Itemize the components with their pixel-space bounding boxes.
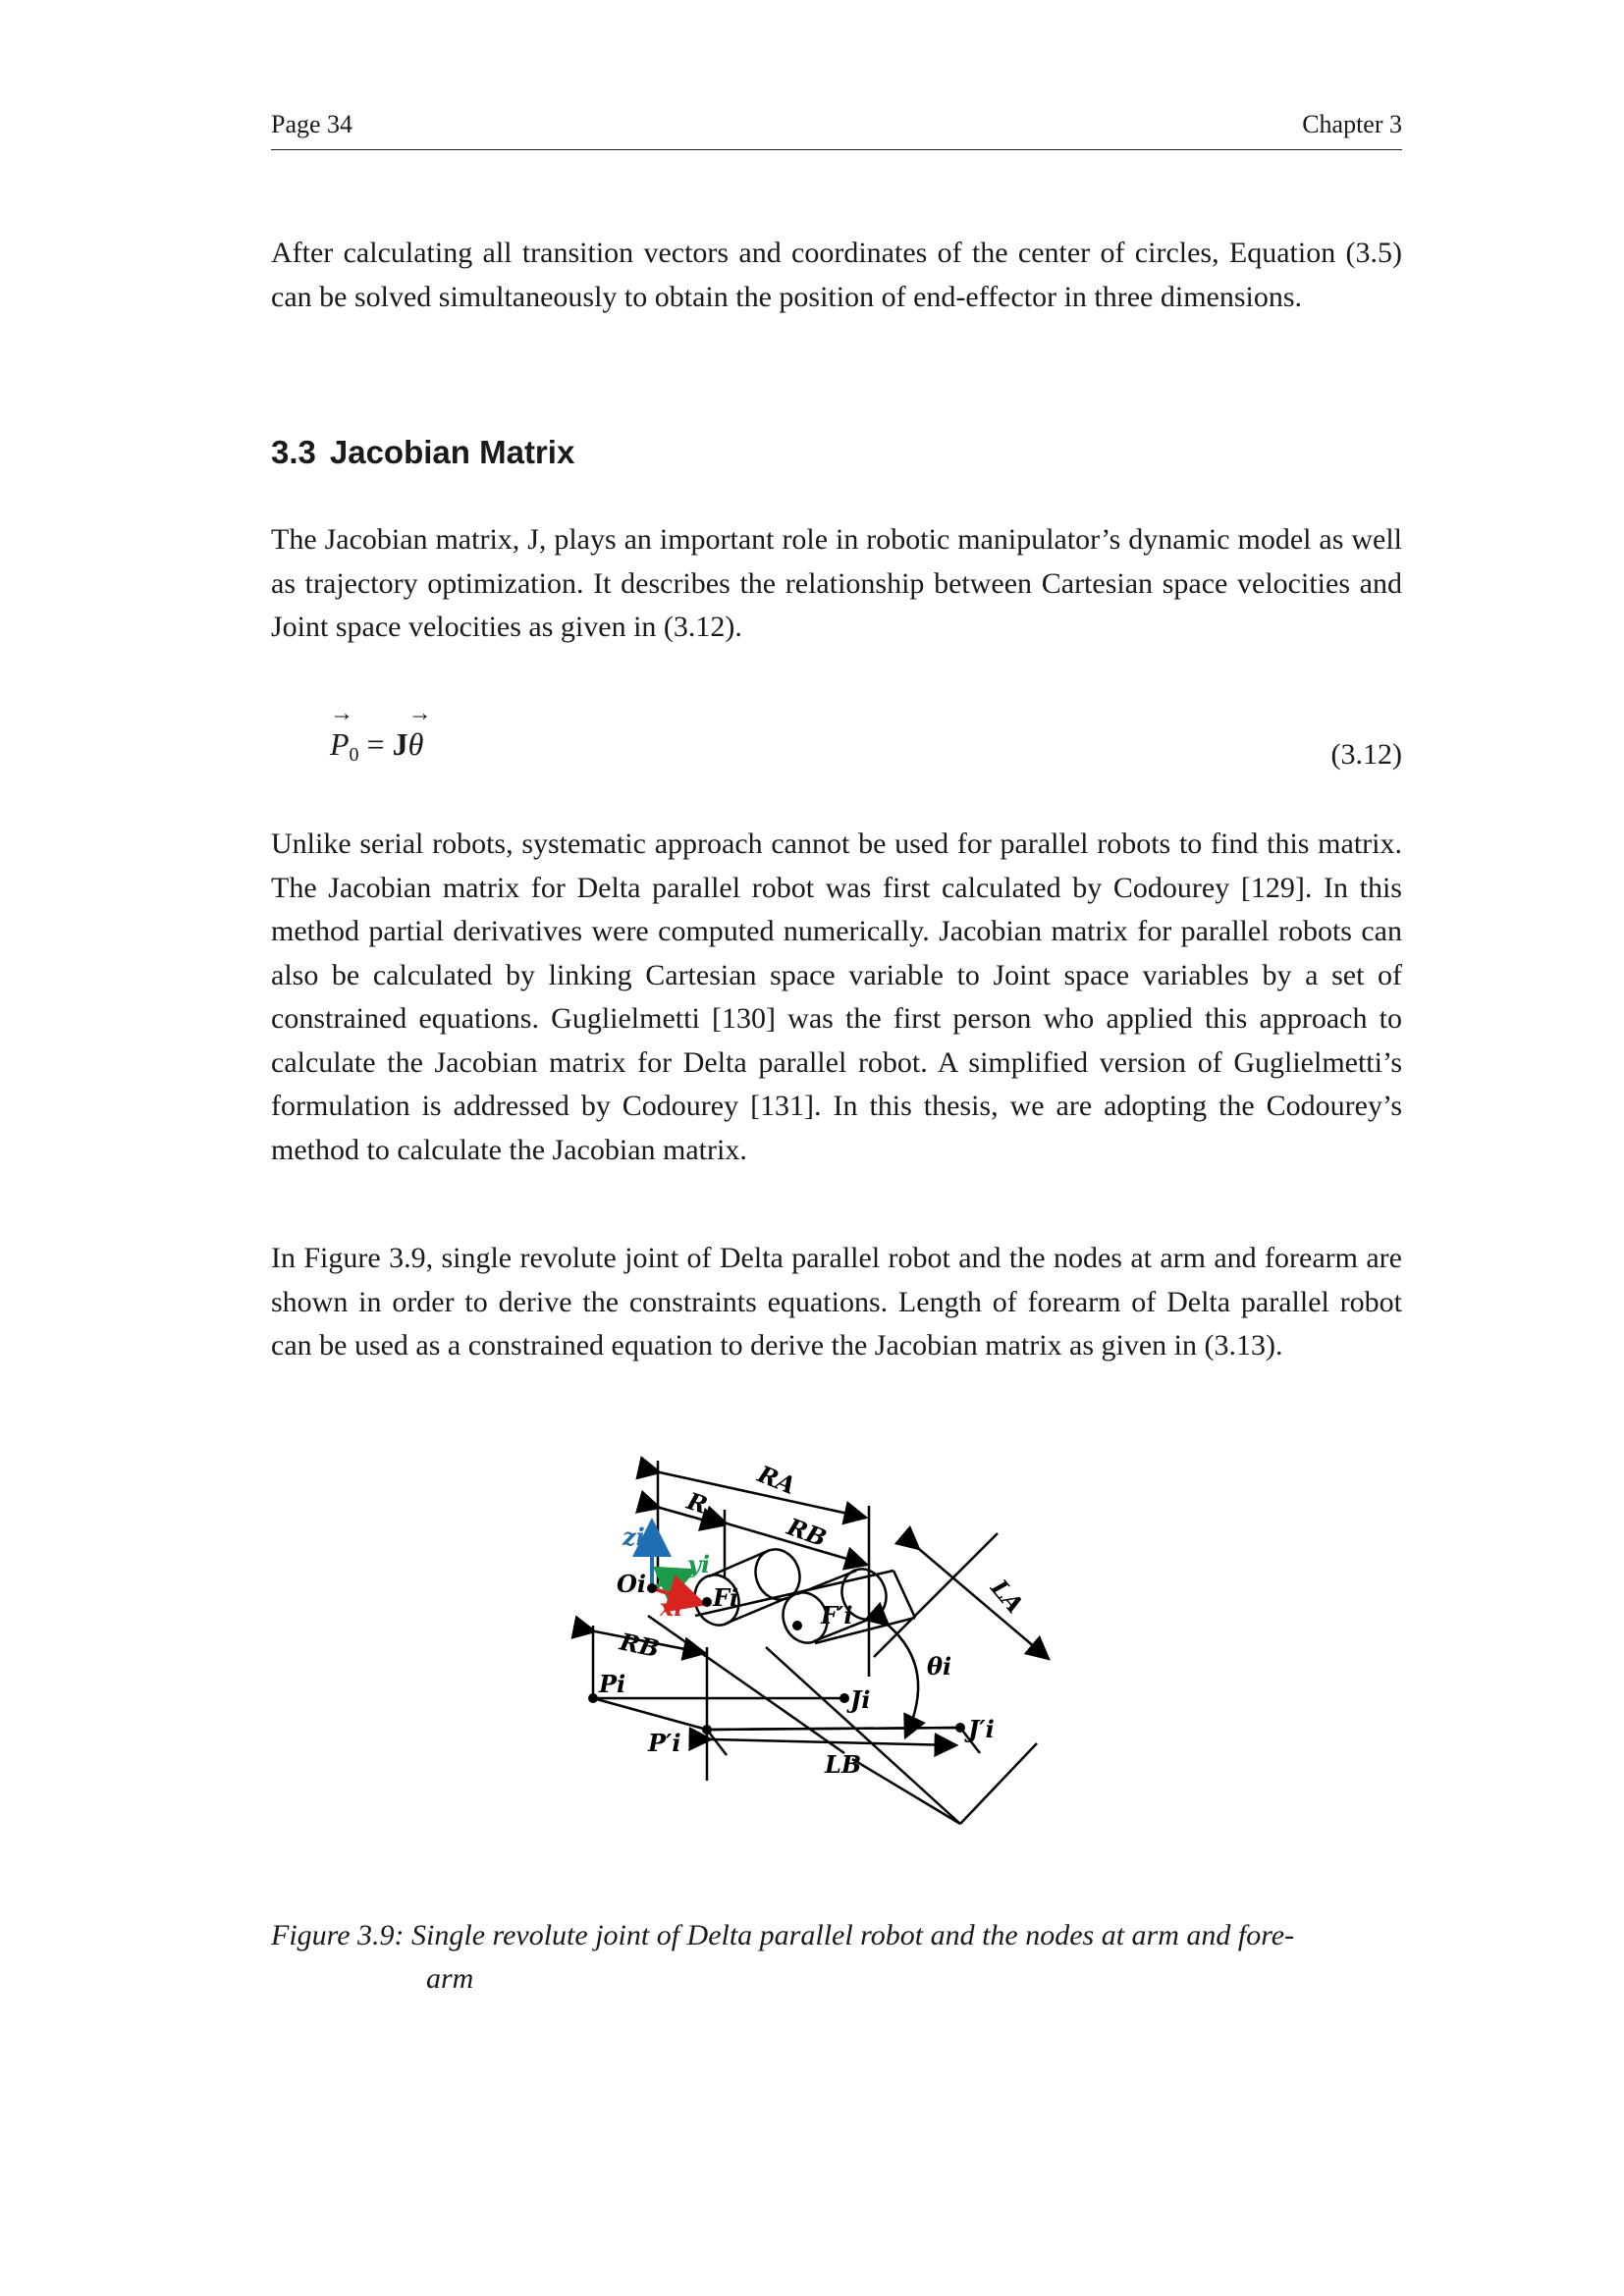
- jacobian-symbol: J: [392, 726, 408, 762]
- paragraph-figure-ref: In Figure 3.9, single revolute joint of Delta parallel robot and the nodes at arm and forearm are shown in order to derive the constraints equations. Length of forearm of Delta parallel robot can be used as a constrained equation to derive the Jacobian matrix as given in (3.13).: [271, 1242, 1402, 1362]
- jacobian-paragraph: The Jacobian matrix, J, plays an important role in robotic manipulator’s dynamic model as well as trajectory optimization. It describes the relationship between Cartesian space velocities and Joint space velocities as given in (3.12).: [271, 523, 1402, 643]
- page-number: Page 34: [271, 110, 353, 138]
- node-pi: [588, 1693, 598, 1703]
- vector-arrow-icon: →: [330, 701, 353, 726]
- label-theta: θi: [927, 1652, 952, 1681]
- caption-text-continued: arm: [426, 1962, 474, 1995]
- label-lb: LB: [825, 1750, 862, 1779]
- revolute-joint-diagram: [550, 1451, 1119, 1902]
- section-number: 3.3: [271, 434, 316, 470]
- figure-3-9: [550, 1451, 1119, 1902]
- label-oi: Oi: [617, 1570, 647, 1598]
- label-xi: xi: [660, 1593, 683, 1622]
- figure-caption: [271, 1914, 1402, 2001]
- label-yi: yi: [687, 1550, 711, 1578]
- node-jpi: [955, 1723, 965, 1733]
- label-fpi: F′i: [821, 1601, 853, 1629]
- equation-3-12: → $P_0 = J$ → θ: [330, 701, 432, 766]
- label-zi: zi: [623, 1522, 645, 1551]
- label-la: LA: [985, 1574, 1030, 1620]
- equation-number: (3.12): [1330, 738, 1402, 771]
- paragraph-codourey: Unlike serial robots, systematic approach cannot be used for parallel robots to find this matrix. The Jacobian matrix for Delta parallel robot was first calculated by Codourey [129]. In this method partial derivatives were computed numerically. Jacobian matrix for parallel robots can also be calculated by linking Cartesian space variable to Joint space variables by a set of constrained equations. Guglielmetti [130] was the first person who applied this approach to calculate the Jacobian matrix for Delta parallel robot. A simplified version of Guglielmetti’s formulation is addressed by Codourey [131]. In this thesis, we are adopting the Codourey’s method to calculate the Jacobian matrix.: [271, 828, 1402, 1166]
- node-fpi: [792, 1621, 802, 1630]
- label-ra: RA: [753, 1459, 800, 1501]
- dim-la: [919, 1549, 1049, 1659]
- theta-arc: [889, 1626, 918, 1737]
- chapter-label: Chapter 3: [1302, 110, 1402, 138]
- caption-text: Single revolute joint of Delta parallel robot and the nodes at arm and fore-: [411, 1919, 1295, 1951]
- label-ji: Ji: [850, 1685, 871, 1714]
- vector-p0: → P: [330, 701, 353, 762]
- label-rb-left: RB: [617, 1627, 663, 1664]
- caption-label: Figure 3.9:: [271, 1919, 405, 1951]
- label-rb-top: RB: [783, 1512, 831, 1553]
- vector-theta: → θ: [407, 701, 432, 762]
- intro-paragraph: After calculating all transition vectors and coordinates of the center of circles, Equation (3.5) can be solved simultaneously to obtain the position of end-effector in three dimensions.: [271, 237, 1402, 313]
- label-ppi: P′i: [648, 1729, 681, 1757]
- section-title-text: Jacobian Matrix: [329, 434, 575, 470]
- node-ji: [839, 1693, 849, 1703]
- label-jpi: J′i: [968, 1715, 995, 1743]
- node-fi: [702, 1597, 712, 1607]
- label-fi: Fi: [713, 1583, 739, 1612]
- node-ppi: [702, 1725, 712, 1735]
- node-oi: [647, 1583, 657, 1593]
- section-heading: [271, 434, 574, 471]
- label-pi: Pi: [599, 1670, 626, 1698]
- page-header: [271, 110, 1402, 150]
- vector-arrow-icon: →: [407, 701, 432, 726]
- label-r: R: [683, 1486, 712, 1520]
- equals-sign: =: [366, 726, 385, 762]
